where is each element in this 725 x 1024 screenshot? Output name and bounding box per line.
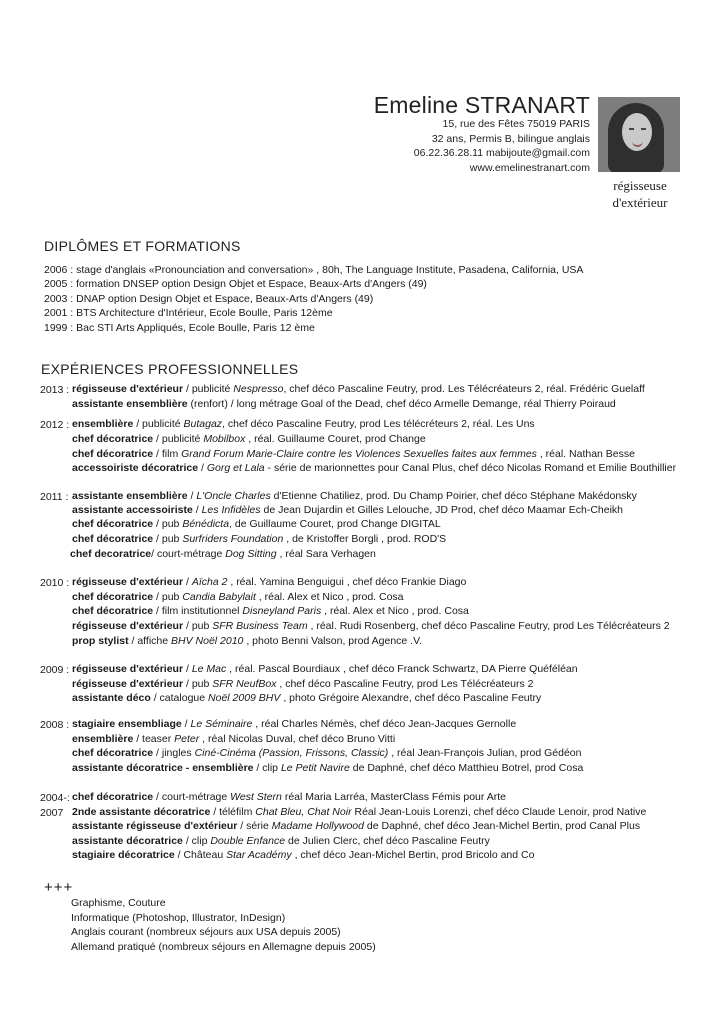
experience-year: 2011 : (40, 491, 69, 503)
extras-item: Allemand pratiqué (nombreux séjours en Allemagne depuis 2005) (71, 941, 376, 953)
experience-line (72, 490, 637, 502)
experience-role: ensemblière (72, 733, 134, 745)
experience-role: régisseuse d'extérieur (72, 383, 184, 395)
experience-detail: , réal Nicolas Duval, chef déco Bruno Vitti (199, 733, 396, 745)
experience-detail: réal Maria Larréa, MasterClass Fémis pour Arte (281, 791, 506, 803)
experience-role: assistante ensemblière (72, 490, 188, 502)
experience-line (72, 418, 535, 430)
experience-detail: , chef déco Pascaline Feutry, prod. Les Télécréateurs 2, réal. Frédéric Guelaff (283, 383, 645, 395)
experience-project-title: L'Oncle Charles (196, 490, 271, 502)
experience-line (72, 678, 533, 690)
website: www.emelinestranart.com (469, 162, 590, 174)
experience-detail: / publicité (183, 383, 234, 395)
experience-detail: / Château (174, 849, 227, 861)
experience-project-title: Disneyland Paris (242, 605, 322, 617)
experience-detail: de Daphné, chef déco Matthieu Botrel, prod Cosa (349, 762, 584, 774)
experience-line (70, 548, 376, 560)
education-item: 1999 : Bac STI Arts Appliqués, Ecole Boulle, Paris 12 ème (44, 322, 315, 334)
experience-line (72, 605, 469, 617)
education-item: 2001 : BTS Architecture d'Intérieur, Ecole Boulle, Paris 12ème (44, 307, 333, 319)
experience-detail: , chef déco Pascaline Feutry, prod Les télécréteurs 2, réal. Les Uns (222, 418, 535, 430)
experience-role: régisseuse d'extérieur (72, 620, 184, 632)
experience-year: 2009 : (40, 664, 70, 676)
experience-role: prop stylist (72, 635, 129, 647)
experience-role: chef décoratrice (72, 433, 154, 445)
experience-project-title: Gorg et Lala (206, 462, 265, 474)
experience-detail: , réal. Guillaume Couret, prod Change (245, 433, 426, 445)
experience-detail: / catalogue (150, 692, 209, 704)
experience-project-title: SFR Business Team (212, 620, 308, 632)
experience-project-title: Mobilbox (203, 433, 246, 445)
experience-role: assistante régisseuse d'extérieur (72, 820, 238, 832)
experience-detail: / affiche (128, 635, 172, 647)
extras-item: Graphisme, Couture (71, 897, 166, 909)
experience-detail: / court-métrage (153, 791, 231, 803)
experience-role: chef décoratrice (72, 533, 154, 545)
experience-detail: / publicité (153, 433, 204, 445)
experience-detail: de Jean Dujardin et Gilles Lelouche, JD Prod, chef déco Maamar Ech-Cheikh (260, 504, 623, 516)
extras-item: Informatique (Photoshop, Illustrator, InDesign) (71, 912, 286, 924)
experience-line (72, 620, 670, 632)
experience-line (72, 762, 583, 774)
experience-line (72, 849, 534, 861)
experience-project-title: Les Infidèles (201, 504, 261, 516)
experience-detail: / jingles (153, 747, 195, 759)
experience-project-title: Chat Bleu, Chat Noir (255, 806, 352, 818)
experience-project-title: Ciné-Cinéma (Passion, Frissons, Classic) (194, 747, 389, 759)
education-item: 2006 : stage d'anglais «Pronounciation and conversation» , 80h, The Language Institute, Pasadena, California, USA (44, 264, 584, 276)
experience-detail: Réal Jean-Louis Lorenzi, chef déco Claude Lenoir, prod Native (351, 806, 647, 818)
experience-role: assistante décoratrice (72, 835, 183, 847)
experience-line (72, 635, 422, 647)
experience-detail: , photo Benni Valson, prod Agence .V. (243, 635, 423, 647)
experience-line (72, 806, 646, 818)
personal-details: 32 ans, Permis B, bilingue anglais (431, 133, 590, 145)
experience-project-title: Bénédicta (182, 518, 230, 530)
experience-detail: / clip (182, 835, 211, 847)
experience-role: stagiaire ensembliage (72, 718, 182, 730)
experience-detail: / publicité (133, 418, 184, 430)
experience-line (72, 462, 676, 474)
experience-detail: / (183, 663, 192, 675)
experience-detail: / pub (153, 591, 183, 603)
experience-role: assistante décoratrice - ensemblière (72, 762, 254, 774)
experience-role: assistante ensemblière (72, 398, 188, 410)
experience-detail: , chef déco Pascaline Feutry, prod Les Télécréateurs 2 (276, 678, 534, 690)
experience-project-title: Le Petit Navire (280, 762, 350, 774)
experience-line (72, 518, 441, 530)
experience-project-title: Noël 2009 BHV (208, 692, 281, 704)
experience-project-title: Butagaz (183, 418, 223, 430)
experience-line (72, 747, 581, 759)
experience-detail: / téléfilm (210, 806, 256, 818)
experience-detail: d'Etienne Chatiliez, prod. Du Champ Poirier, chef déco Stéphane Makédonsky (270, 490, 637, 502)
profile-photo (598, 97, 680, 172)
job-title-line2: d'extérieur (612, 195, 668, 210)
experience-project-title: Double Enfance (210, 835, 286, 847)
experience-project-title: SFR NeufBox (212, 678, 277, 690)
experience-line (72, 718, 516, 730)
experience-role: chef décoratrice (72, 448, 154, 460)
experience-project-title: Madame Hollywood (271, 820, 364, 832)
address: 15, rue des Fêtes 75019 PARIS (442, 118, 590, 130)
experience-line (72, 533, 446, 545)
experience-detail: / (192, 504, 202, 516)
experience-detail: / (187, 490, 197, 502)
experience-role: 2nde assistante décoratrice (72, 806, 211, 818)
experience-detail: , de Guillaume Couret, prod Change DIGITAL (229, 518, 441, 530)
experience-detail: / pub (153, 518, 183, 530)
experience-detail: / (181, 718, 191, 730)
experience-line (72, 448, 635, 460)
experience-year: 2012 : (40, 419, 70, 431)
experience-detail: , réal. Yamina Benguigui , chef déco Frankie Diago (227, 576, 467, 588)
experience-role: accessoiriste décoratrice (72, 462, 199, 474)
experience-line (72, 398, 616, 410)
experience-year: 2008 : (40, 719, 70, 731)
experience-detail: , réal. Pascal Bourdiaux , chef déco Franck Schwartz, DA Pierre Quéféléan (226, 663, 578, 675)
experience-role: chef décoratrice (72, 747, 154, 759)
experience-role: chef decoratrice (70, 548, 152, 560)
experience-role: chef décoratrice (72, 605, 154, 617)
experience-role: assistante déco (72, 692, 151, 704)
experience-detail: de Julien Clerc, chef déco Pascaline Feutry (285, 835, 490, 847)
phone-email: 06.22.36.28.11 mabijoute@gmail.com (413, 147, 590, 159)
experience-detail: , réal Jean-François Julian, prod Gédéon (388, 747, 582, 759)
experience-detail: / (183, 576, 192, 588)
experience-year: 2007 (40, 807, 64, 819)
experience-detail: , réal. Nathan Besse (536, 448, 635, 460)
candidate-name: Emeline STRANART (373, 92, 590, 118)
experience-project-title: Dog Sitting (225, 548, 277, 560)
experience-detail: , réal. Alex et Nico , prod. Cosa (255, 591, 404, 603)
job-title-line1: régisseuse (613, 178, 667, 193)
extras-heading: +++ (44, 879, 74, 896)
experience-project-title: Grand Forum Marie-Claire contre les Violences Sexuelles faites aux femmes (181, 448, 537, 460)
experience-year: 2010 : (40, 577, 70, 589)
experience-detail: de Daphné, chef déco Jean-Michel Bertin, prod Canal Plus (364, 820, 641, 832)
experience-detail: / pub (183, 620, 213, 632)
experience-role: stagiaire décoratrice (72, 849, 175, 861)
experience-detail: / clip (253, 762, 281, 774)
experience-project-title: Nespresso (233, 383, 284, 395)
experience-role: ensemblière (72, 418, 134, 430)
experience-detail: / film (153, 448, 182, 460)
experience-role: chef décoratrice (72, 518, 154, 530)
experience-year: 2013 : (40, 384, 70, 396)
experience-detail: / pub (153, 533, 183, 545)
experience-line (72, 820, 640, 832)
experience-role: chef décoratrice (72, 791, 154, 803)
experience-detail: (renfort) / long métrage Goal of the Dead, chef déco Armelle Demange, réal Thierry Poiraud (187, 398, 616, 410)
experience-detail: / (198, 462, 207, 474)
experience-heading: EXPÉRIENCES PROFESSIONNELLES (41, 361, 299, 377)
experience-detail: , de Kristoffer Borgli , prod. ROD'S (283, 533, 447, 545)
experience-line (72, 504, 623, 516)
experience-line (72, 663, 578, 675)
experience-detail: , chef déco Jean-Michel Bertin, prod Bricolo and Co (291, 849, 535, 861)
experience-project-title: Aïcha 2 (191, 576, 228, 588)
experience-project-title: BHV Noël 2010 (171, 635, 244, 647)
experience-line (72, 835, 490, 847)
experience-detail: / pub (183, 678, 213, 690)
experience-project-title: Le Mac (191, 663, 227, 675)
experience-line (72, 733, 395, 745)
experience-project-title: Le Séminaire (190, 718, 253, 730)
experience-project-title: Candia Babylait (182, 591, 256, 603)
experience-role: régisseuse d'extérieur (72, 678, 184, 690)
experience-project-title: Peter (174, 733, 200, 745)
experience-detail: , réal. Alex et Nico , prod. Cosa (321, 605, 469, 617)
experience-line (72, 576, 466, 588)
extras-item: Anglais courant (nombreux séjours aux USA depuis 2005) (71, 926, 341, 938)
experience-role: régisseuse d'extérieur (72, 663, 184, 675)
education-heading: DIPLÔMES ET FORMATIONS (44, 238, 241, 254)
experience-detail: / film institutionnel (153, 605, 243, 617)
experience-role: chef décoratrice (72, 591, 154, 603)
experience-line (72, 433, 426, 445)
experience-detail: / série (237, 820, 272, 832)
experience-detail: , photo Grégoire Alexandre, chef déco Pascaline Feutry (280, 692, 542, 704)
experience-line (72, 591, 404, 603)
experience-role: régisseuse d'extérieur (72, 576, 184, 588)
education-item: 2005 : formation DNSEP option Design Objet et Espace, Beaux-Arts d'Angers (49) (44, 278, 427, 290)
experience-detail: , réal Charles Némès, chef déco Jean-Jacques Gernolle (252, 718, 517, 730)
experience-year: 2004-: (40, 792, 70, 804)
experience-detail: - série de marionnettes pour Canal Plus, chef déco Nicolas Romand et Emilie Bouthillier (264, 462, 677, 474)
experience-detail: , réal. Rudi Rosenberg, chef déco Pascaline Feutry, prod Les Télécréateurs 2 (307, 620, 670, 632)
experience-line (72, 383, 645, 395)
experience-role: assistante accessoiriste (72, 504, 193, 516)
experience-project-title: Star Académy (226, 849, 292, 861)
experience-project-title: Surfriders Foundation (182, 533, 284, 545)
experience-line (72, 791, 506, 803)
experience-detail: / teaser (133, 733, 175, 745)
experience-detail: / court-métrage (151, 548, 226, 560)
experience-detail: , réal Sara Verhagen (276, 548, 376, 560)
experience-project-title: West Stern (230, 791, 282, 803)
job-title (595, 177, 685, 211)
education-item: 2003 : DNAP option Design Objet et Espace, Beaux-Arts d'Angers (49) (44, 293, 374, 305)
experience-line (72, 692, 541, 704)
